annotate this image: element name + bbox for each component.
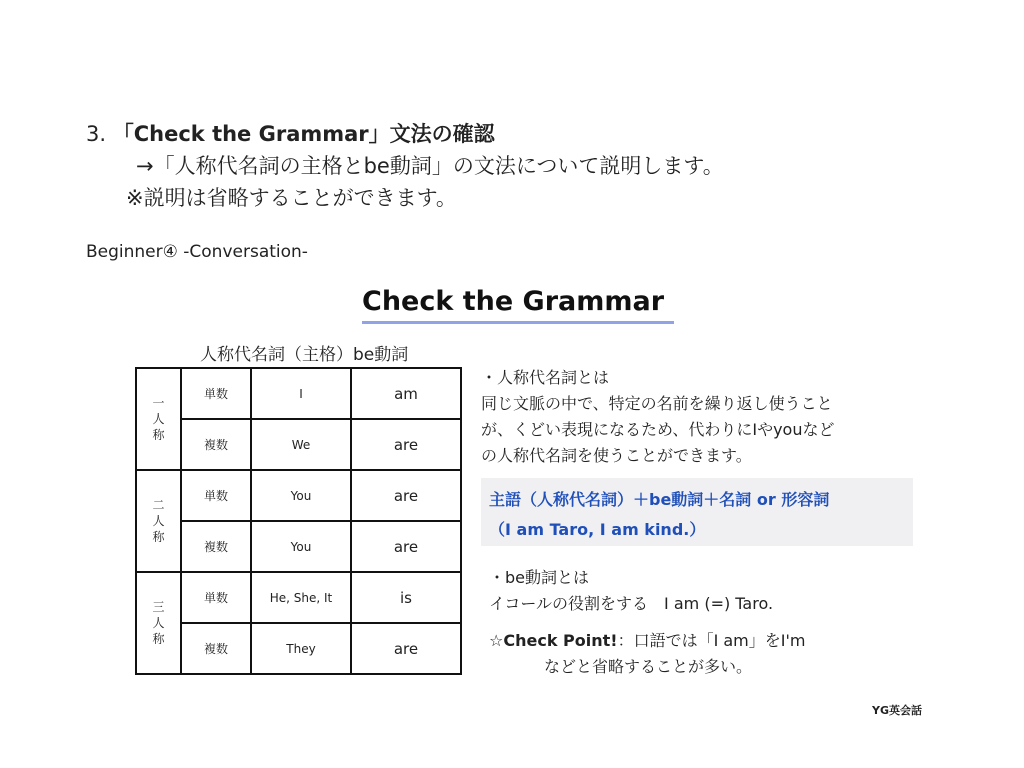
number-cell: 複数: [181, 521, 251, 572]
number-cell: 複数: [181, 623, 251, 674]
pronoun-note-line: 同じ文脈の中で、特定の名前を繰り返し使うこと: [481, 394, 833, 413]
person-cell: [136, 368, 181, 470]
person-label: 三 人 称: [152, 600, 165, 646]
check-point-label: ☆Check Point!: [489, 631, 618, 650]
pronoun-cell: We: [251, 419, 351, 470]
pronoun-note-line: が、くどい表現になるため、代わりにIやyouなど: [481, 420, 835, 439]
verb-cell: are: [351, 470, 461, 521]
verb-cell: am: [351, 368, 461, 419]
section-title: 「Check the Grammar」文法の確認: [112, 122, 495, 146]
number-cell: 単数: [181, 572, 251, 623]
table-row: [136, 368, 461, 419]
verb-cell: is: [351, 572, 461, 623]
pronoun-cell: They: [251, 623, 351, 674]
check-point: [489, 628, 805, 651]
person-cell: [136, 470, 181, 572]
be-verb-explanation: イコールの役割をする I am (=) Taro.: [489, 594, 774, 613]
person-label: 一 人 称: [152, 396, 165, 442]
pronoun-cell: I: [251, 368, 351, 419]
be-verb-heading: ・be動詞とは: [489, 568, 590, 587]
verb-cell: are: [351, 623, 461, 674]
table-row: [136, 419, 461, 470]
table-row: [136, 572, 461, 623]
person-cell: [136, 572, 181, 674]
instruction-heading: [86, 118, 495, 148]
pronoun-cell: You: [251, 470, 351, 521]
grammar-table: [135, 367, 462, 675]
pronoun-note-heading: ・人称代名詞とは: [481, 368, 610, 387]
formula-box: [481, 478, 913, 546]
level-label: Beginner④ -Conversation-: [86, 242, 308, 262]
instruction-line-3: ※説明は省略することができます。: [126, 186, 457, 210]
number-cell: 複数: [181, 419, 251, 470]
instruction-line-2: →「人称代名詞の主格とbe動詞」の文法について説明します。: [136, 154, 724, 178]
number-cell: 単数: [181, 470, 251, 521]
section-number: 3.: [86, 122, 107, 146]
slide-title: Check the Grammar: [362, 286, 665, 317]
check-point-line-2: などと省略することが多い。: [544, 657, 753, 676]
person-label: 二 人 称: [152, 498, 165, 544]
table-row: [136, 623, 461, 674]
formula-pattern: 主語（人称代名詞）＋be動詞＋名詞 or 形容詞: [489, 490, 830, 509]
brand-logo-text: YG英会話: [872, 704, 922, 717]
table-caption: 人称代名詞（主格）be動詞: [200, 345, 409, 365]
title-underline: [362, 321, 674, 324]
formula-example: （I am Taro, I am kind.）: [489, 520, 706, 539]
table-row: [136, 470, 461, 521]
table-row: [136, 521, 461, 572]
pronoun-note-line: の人称代名詞を使うことができます。: [481, 446, 752, 465]
verb-cell: are: [351, 419, 461, 470]
check-point-text: ：口語では「I am」をI'm: [617, 631, 806, 650]
number-cell: 単数: [181, 368, 251, 419]
verb-cell: are: [351, 521, 461, 572]
pronoun-cell: You: [251, 521, 351, 572]
pronoun-cell: He, She, It: [251, 572, 351, 623]
